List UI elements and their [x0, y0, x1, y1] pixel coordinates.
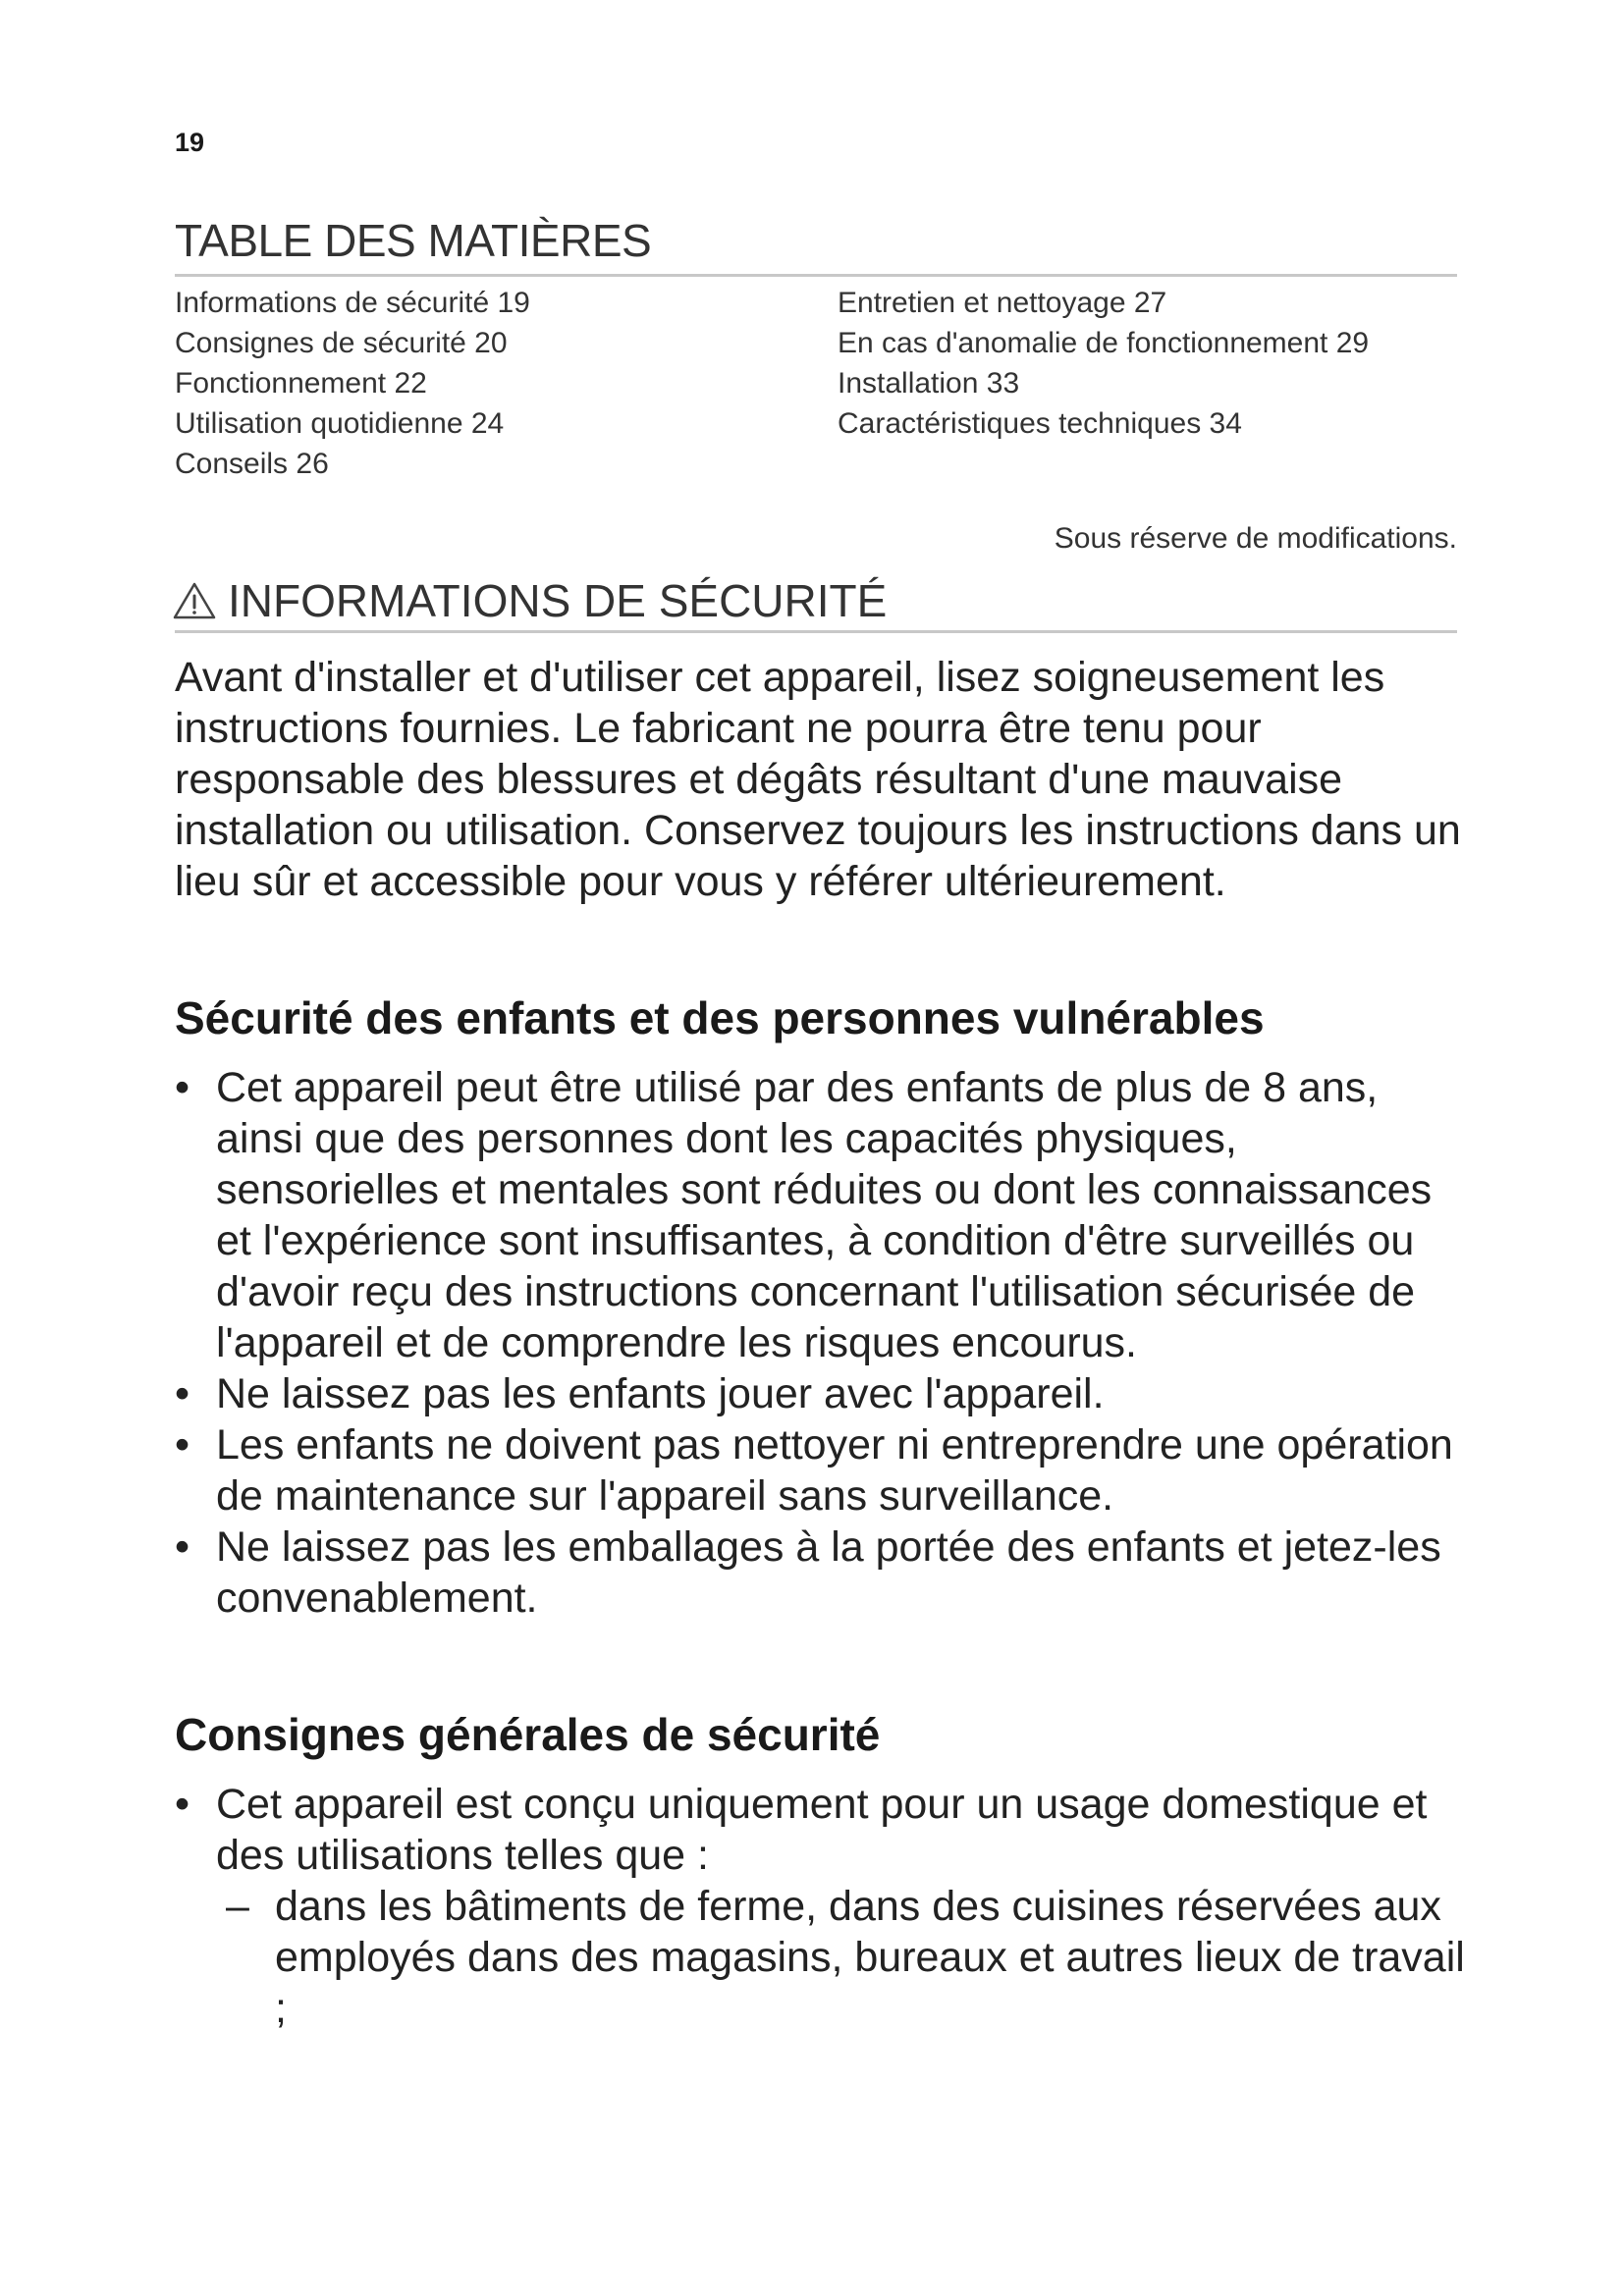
toc-right-column	[838, 283, 1369, 444]
bullet-icon: •	[175, 1781, 190, 1828]
general-safety-heading: Consignes générales de sécurité	[175, 1709, 881, 1760]
warning-icon	[173, 581, 216, 620]
toc-item[interactable]: Consignes de sécurité 20	[175, 327, 508, 359]
sub-list	[216, 1881, 1471, 2034]
sub-list-item: – dans les bâtiments de ferme, dans des cuisines réservées aux employés dans des magasins, bureaux et autres lieux de travail ;	[226, 1883, 1465, 2032]
toc-item[interactable]: Utilisation quotidienne 24	[175, 407, 505, 440]
list-item: • Cet appareil peut être utilisé par des enfants de plus de 8 ans, ainsi que des personnes dont les capacités physiques, sensorielles et mentales sont réduites ou dont les connaissances et l'expérience sont insuffisantes, à condition d'être surveillés ou d'avoir reçu des instructions concernant l'utilisation sécurisée de l'appareil et de comprendre les risques encourus.	[175, 1064, 1433, 1366]
children-safety-heading: Sécurité des enfants et des personnes vulnérables	[175, 992, 1265, 1043]
page-number: 19	[175, 128, 205, 157]
toc-item[interactable]: Informations de sécurité 19	[175, 287, 530, 319]
bullet-icon: •	[175, 1370, 190, 1417]
section-title-text: INFORMATIONS DE SÉCURITÉ	[228, 575, 888, 626]
modification-note: Sous réserve de modifications.	[1054, 522, 1457, 555]
toc-divider	[175, 274, 1457, 277]
toc-item[interactable]: Fonctionnement 22	[175, 367, 427, 400]
toc-item[interactable]: Installation 33	[838, 367, 1020, 400]
toc-item[interactable]: Entretien et nettoyage 27	[838, 287, 1167, 319]
bullet-icon: •	[175, 1064, 190, 1111]
bullet-icon: •	[175, 1421, 190, 1468]
section-title	[173, 574, 887, 627]
intro-paragraph: Avant d'installer et d'utiliser cet appareil, lisez soigneusement les instructions fournies. Le fabricant ne pourra être tenu pour responsable des blessures et dégâts résultant d'une mauvaise installation ou utilisation. Conservez toujours les instructions dans un lieu sûr et accessible pour vous y référer ultérieurement.	[175, 654, 1461, 905]
bullet-icon: •	[175, 1523, 190, 1571]
list-item: • Ne laissez pas les enfants jouer avec l'appareil.	[175, 1370, 1105, 1417]
section-divider	[175, 630, 1457, 633]
list-item: • Ne laissez pas les emballages à la portée des enfants et jetez-les convenablement.	[175, 1523, 1441, 1622]
toc-left-column	[175, 283, 530, 484]
general-safety-list	[175, 1779, 1471, 2034]
toc-item[interactable]: Conseils 26	[175, 448, 329, 480]
list-item: • Les enfants ne doivent pas nettoyer ni entreprendre une opération de maintenance sur l'appareil sans surveillance.	[175, 1421, 1453, 1520]
dash-icon: –	[226, 1883, 249, 1930]
toc-item[interactable]: Caractéristiques techniques 34	[838, 407, 1242, 440]
toc-title: TABLE DES MATIÈRES	[175, 215, 652, 266]
toc-item[interactable]: En cas d'anomalie de fonctionnement 29	[838, 327, 1370, 359]
children-safety-list	[175, 1062, 1471, 1624]
list-item: • Cet appareil est conçu uniquement pour un usage domestique et des utilisations telles que : – dans les bâtiments de ferme, dans des cuisines réservées aux employés dans des magasins, bureaux et autres lieux de travail ;	[175, 1779, 1471, 2034]
